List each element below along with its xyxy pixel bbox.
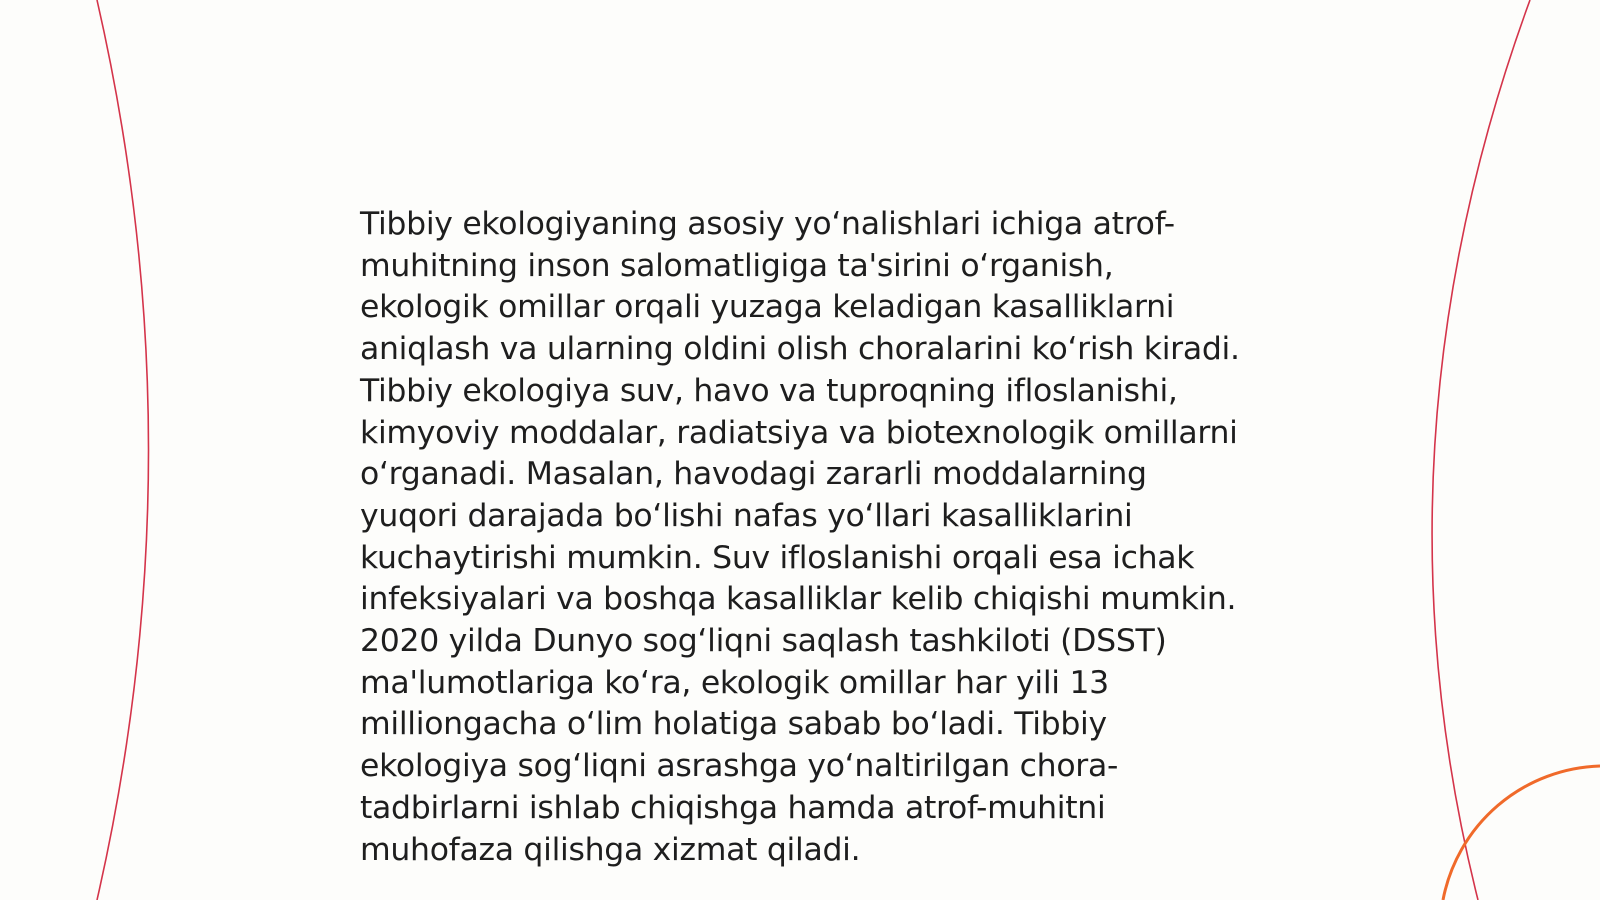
- left-frame-curve: [97, 0, 149, 900]
- body-paragraph: Tibbiy ekologiyaning asosiy yoʻnalishlari ichiga atrof-muhitning inson salomatligiga ta'sirini oʻrganish, ekologik omillar orqali yuzaga keladigan kasalliklarni aniqlash va ularning oldini olish choralarini koʻrish kiradi. Tibbiy ekologiya suv, havo va tuproqning ifloslanishi, kimyoviy moddalar, radiatsiya va biotexnologik omillarni oʻrganadi. Masalan, havodagi zararli moddalarning yuqori darajada boʻlishi nafas yoʻllari kasalliklarini kuchaytirishi mumkin. Suv ifloslanishi orqali esa ichak infeksiyalari va boshqa kasalliklar kelib chiqishi mumkin. 2020 yilda Dunyo sogʻliqni saqlash tashkiloti (DSST) ma'lumotlariga koʻra, ekologik omillar har yili 13 milliongacha oʻlim holatiga sabab boʻladi. Tibbiy ekologiya sogʻliqni asrashga yoʻnaltirilgan chora-tadbirlarni ishlab chiqishga hamda atrof-muhitni muhofaza qilishga xizmat qiladi.: [360, 206, 1240, 868]
- accent-arc: [1443, 766, 1600, 900]
- right-frame-curve: [1432, 0, 1530, 900]
